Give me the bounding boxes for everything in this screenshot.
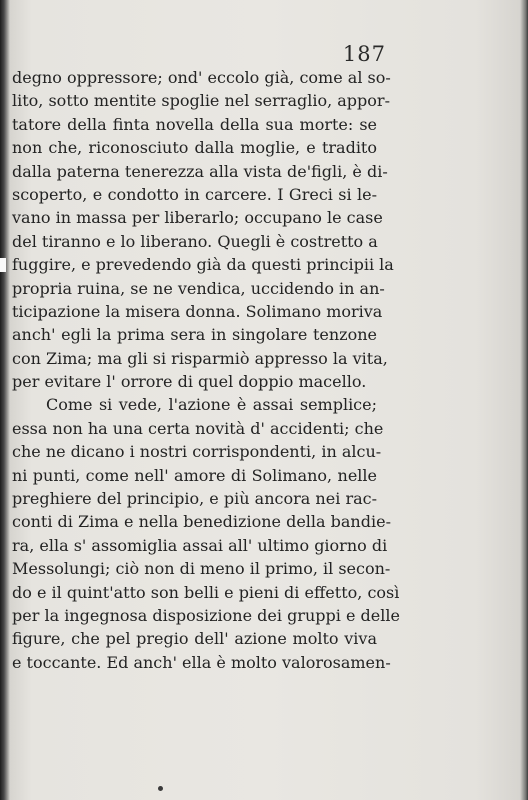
page-edge-highlight: [0, 258, 6, 272]
text-line: del tiranno e lo liberano. Quegli è costretto a: [12, 231, 378, 251]
page-number: 187: [342, 42, 386, 66]
body-text: [12, 66, 400, 674]
text-line: degno oppressore; ond' eccolo già, come al so-: [12, 68, 391, 87]
text-line: non che, riconosciuto dalla moglie, e tradito: [12, 138, 377, 158]
binding-shadow: [0, 0, 10, 800]
text-line: ni punti, come nell' amore di Solimano, nelle: [12, 465, 377, 485]
text-line: essa non ha una certa novità d' accidenti; che: [12, 418, 384, 438]
page-edge-shadow: [520, 0, 528, 800]
text-line: con Zima; ma gli si risparmiò appresso la vita,: [12, 348, 388, 368]
text-line: tatore della finta novella della sua morte: se: [12, 114, 377, 134]
text-line: ticipazione la misera donna. Solimano moriva: [12, 301, 383, 321]
text-line: vano in massa per liberarlo; occupano le case: [12, 208, 383, 228]
text-line: lito, sotto mentite spoglie nel serraglio, appor-: [12, 91, 390, 111]
ink-dot: [158, 786, 163, 791]
text-line: figure, che pel pregio dell' azione molto viva: [12, 629, 377, 649]
paragraph-first-line: Come si vede, l'azione è assai semplice;: [46, 395, 377, 415]
text-line: Messolungi; ciò non di meno il primo, il secon-: [12, 559, 391, 579]
text-line: preghiere del principio, e più ancora nei rac-: [12, 489, 377, 509]
text-line: che ne dicano i nostri corrispondenti, in alcu-: [12, 442, 382, 462]
text-line: ra, ella s' assomiglia assai all' ultimo giorno di: [12, 535, 388, 555]
text-line: per evitare l' orrore di quel doppio macello.: [12, 372, 367, 392]
text-line: do e il quint'atto son belli e pieni di effetto, così: [12, 582, 400, 602]
text-line: fuggire, e prevedendo già da questi principii la: [12, 255, 394, 275]
text-line: scoperto, e condotto in carcere. I Greci si le-: [12, 184, 377, 204]
text-line: per la ingegnosa disposizione dei gruppi e delle: [12, 605, 400, 625]
text-line: e toccante. Ed anch' ella è molto valorosamen-: [12, 652, 391, 672]
text-line: anch' egli la prima sera in singolare tenzone: [12, 325, 377, 345]
text-line: dalla paterna tenerezza alla vista de'figli, è di-: [12, 161, 388, 181]
text-line: propria ruina, se ne vendica, uccidendo in an-: [12, 278, 385, 298]
text-line: conti di Zima e nella benedizione della bandie-: [12, 512, 391, 532]
